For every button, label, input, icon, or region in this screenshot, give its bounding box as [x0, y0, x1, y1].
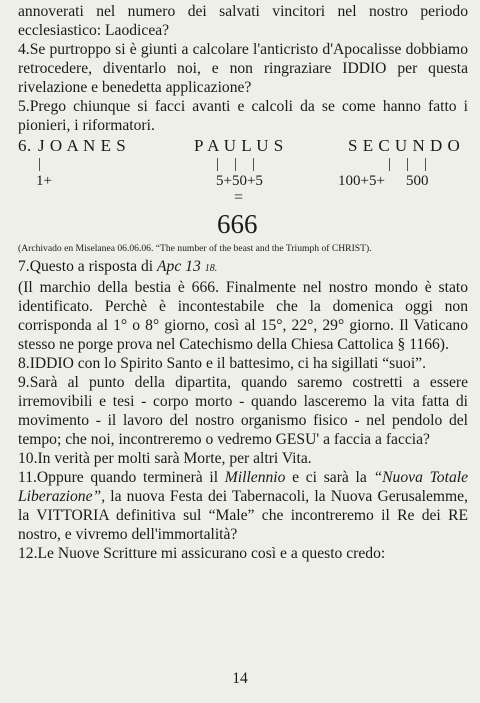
cipher-bars-paulus: | | |: [216, 156, 256, 172]
archive-note: (Archivado en Miselanea 06.06.06. “The number of the beast and the Triumph of CHRIST).: [18, 243, 372, 254]
cipher-word-paulus: P A U L U S: [194, 136, 284, 155]
item-7-text: 7.Questo a risposta di: [18, 258, 158, 275]
paragraph-item-7: [18, 257, 468, 278]
cipher-value-500: 500: [406, 173, 429, 189]
paragraph-item-10: 10.In verità per molti sarà Morte, per altri Vita.: [18, 450, 312, 467]
paragraph-mark-of-beast: (Il marchio della bestia è 666. Finalmente nel nostro mondo è stato identificato. Perchè è incontestabile che la domenica oggi non corrisponda al 1° o 8° giorno, così al 15°, 22°, 29° giorno. Il Vaticano stesso ne porge prova nel Catechismo della Chiesa Cattolica § 1166).: [18, 279, 468, 353]
cipher-equals: =: [234, 189, 244, 206]
item-11-part-e: , la nuova Festa dei Tabernacoli, la Nuova Gerusalemme, la VITTORIA definitiva sul “Male” che incontreremo il Re dei RE nostro, e vivremo dell'immortalità?: [18, 488, 468, 543]
paragraph-intro: annoverati nel numero dei salvati vincitori nel nostro periodo ecclesiastico: Laodicea?: [18, 3, 468, 39]
item-7-reference: Apc 13: [157, 258, 201, 275]
cipher-total-666: 666: [217, 209, 258, 239]
paragraph-item-11: [18, 468, 468, 544]
page-number: 14: [232, 670, 248, 687]
name-cipher-calculation: [18, 137, 468, 241]
cipher-value-100-5: 100+5+: [338, 173, 385, 189]
paragraph-item-8: 8.IDDIO con lo Spirito Santo e il battesimo, ci ha sigillati “suoi”.: [18, 355, 426, 372]
cipher-bars-secundo: | | |: [388, 156, 428, 172]
cipher-word-joanes: J O A N E S: [38, 136, 127, 155]
item-11-part-c: e ci sarà la: [285, 469, 374, 486]
paragraph-item-4: 4.Se purtroppo si è giunti a calcolare l'anticristo d'Apocalisse dobbiamo retrocedere, diventarlo noi, e non ringraziare IDDIO per questa rivelazione e benedetta applicazione?: [18, 41, 468, 96]
item-11-nuova-totale-liberazione: “Nuova Totale Liberazione”: [18, 469, 468, 505]
item-11-millennio: Millennio: [224, 469, 286, 486]
cipher-word-secundo: S E C U N D O: [348, 136, 461, 155]
paragraph-item-5: 5.Prego chiunque si facci avanti e calcoli da se come hanno fatto i pionieri, i riformatori.: [18, 98, 468, 134]
cipher-bar-j: |: [38, 156, 42, 172]
paragraph-item-9: 9.Sarà al punto della dipartita, quando saremo costretti a essere irremovibili e tesi - corpo morto - quando lasceremo la vita fatta di movimento - il lavoro del nostro organismo fisico - nel pendolo del tempo; che noi, incontreremo o vedremo GESU' a faccia a faccia?: [18, 374, 468, 448]
item-number-6: 6.: [18, 136, 32, 155]
item-7-reference-verse: 18.: [204, 263, 218, 274]
paragraph-item-12: 12.Le Nuove Scritture mi assicurano così e a questo credo:: [18, 545, 386, 562]
cipher-value-1: 1+: [36, 173, 52, 189]
item-11-part-a: 11.Oppure quando terminerà il: [18, 469, 225, 486]
cipher-value-5-50-5: 5+50+5: [216, 173, 263, 189]
